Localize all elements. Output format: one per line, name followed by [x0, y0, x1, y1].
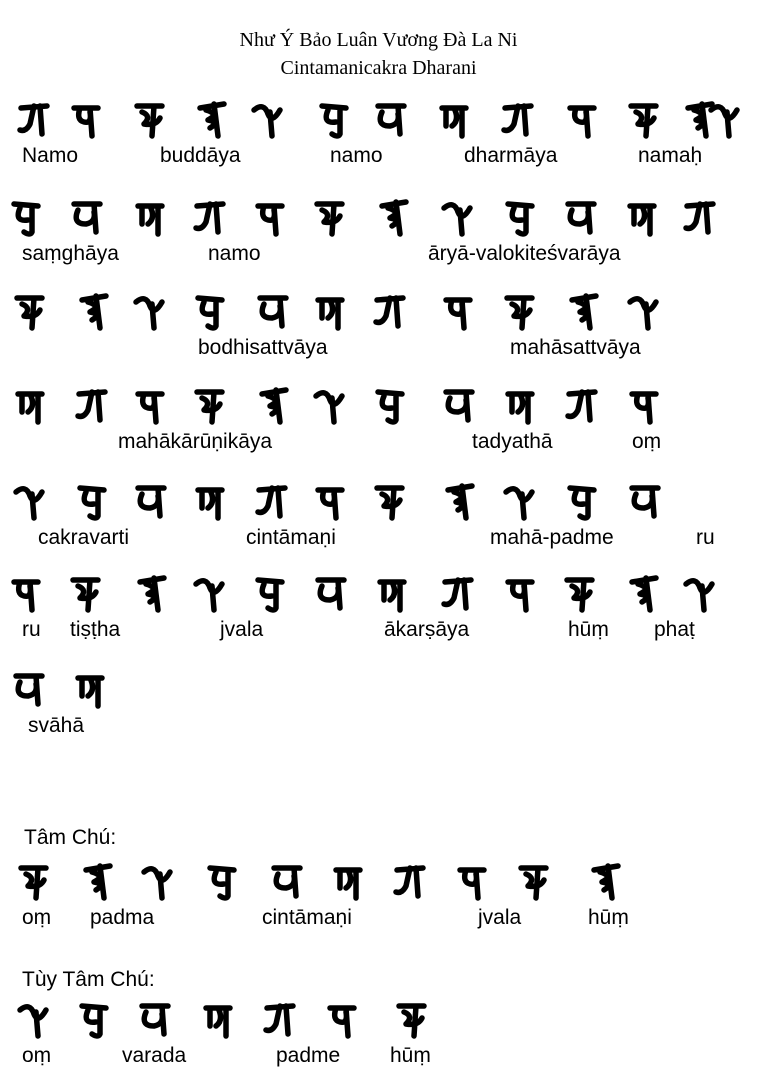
romanized-word: padma [90, 906, 155, 929]
siddham-glyph [16, 858, 52, 902]
siddham-glyph [324, 996, 360, 1040]
siddham-glyph [76, 996, 112, 1040]
siddham-glyph [374, 194, 410, 238]
romanized-word: namo [330, 144, 383, 167]
siddham-glyph [564, 96, 600, 140]
siddham-glyph [140, 858, 176, 902]
romanized-word: jvala [220, 618, 264, 641]
siddham-glyph [192, 570, 228, 614]
siddham-glyph [502, 570, 538, 614]
siddham-glyph [136, 996, 172, 1040]
siddham-glyph [8, 570, 44, 614]
siddham-glyph [74, 288, 110, 332]
siddham-glyph [440, 382, 476, 426]
siddham-glyph [252, 194, 288, 238]
romanized-word: tiṣṭha [70, 618, 121, 641]
siddham-glyph [394, 996, 430, 1040]
siddham-glyph [626, 288, 662, 332]
siddham-glyph [68, 194, 104, 238]
siddham-glyph [68, 96, 104, 140]
romanized-word: hūṃ [568, 618, 609, 641]
romanized-word: svāhā [28, 714, 85, 737]
siddham-glyph [192, 288, 228, 332]
siddham-glyph [312, 478, 348, 522]
siddham-glyph [562, 194, 598, 238]
siddham-glyph [440, 288, 476, 332]
siddham-glyph [132, 96, 168, 140]
siddham-glyph [392, 858, 428, 902]
siddham-glyph [192, 478, 228, 522]
siddham-glyph [372, 382, 408, 426]
romanized-word: phaṭ [654, 618, 695, 641]
siddham-glyph [132, 194, 168, 238]
siddham-glyph [250, 96, 286, 140]
romanized-word: ru [696, 526, 715, 549]
siddham-glyph [440, 570, 476, 614]
siddham-glyph [624, 194, 660, 238]
siddham-glyph [68, 570, 104, 614]
siddham-glyph [502, 288, 538, 332]
siddham-glyph [440, 478, 476, 522]
siddham-glyph [372, 478, 408, 522]
siddham-glyph [10, 666, 46, 710]
siddham-glyph [268, 858, 304, 902]
romanized-word: cintāmaṇi [246, 526, 336, 549]
siddham-glyph [16, 996, 52, 1040]
romanized-word: oṃ [22, 1044, 52, 1067]
siddham-glyph [312, 194, 348, 238]
siddham-glyph [192, 194, 228, 238]
romanized-word: namaḥ [638, 144, 703, 167]
romanized-word: mahāsattvāya [510, 336, 641, 359]
siddham-glyph [502, 194, 538, 238]
siddham-glyph [132, 382, 168, 426]
romanized-word: saṃghāya [22, 242, 119, 265]
siddham-glyph [204, 858, 240, 902]
siddham-glyph [682, 570, 718, 614]
siddham-glyph [516, 858, 552, 902]
siddham-glyph [626, 382, 662, 426]
siddham-glyph [454, 858, 490, 902]
siddham-glyph [312, 288, 348, 332]
siddham-glyph [312, 570, 348, 614]
romanized-word: ākarṣāya [384, 618, 470, 641]
romanized-word: bodhisattvāya [198, 336, 328, 359]
siddham-glyph [502, 478, 538, 522]
siddham-glyph [72, 666, 108, 710]
siddham-glyph [330, 858, 366, 902]
romanized-word: oṃ [632, 430, 662, 453]
siddham-glyph [562, 570, 598, 614]
siddham-glyph [564, 288, 600, 332]
romanized-word: mahā-padme [490, 526, 614, 549]
romanized-word: hūṃ [390, 1044, 431, 1067]
siddham-glyph [312, 382, 348, 426]
siddham-glyph [316, 96, 352, 140]
title-sanskrit: Cintamanicakra Dharani [280, 57, 477, 79]
siddham-glyph [374, 570, 410, 614]
siddham-glyph [564, 478, 600, 522]
romanized-word: jvala [478, 906, 522, 929]
siddham-glyph [74, 478, 110, 522]
romanized-word: dharmāya [464, 144, 558, 167]
siddham-glyph [192, 382, 228, 426]
romanized-word: padme [276, 1044, 341, 1067]
siddham-glyph [436, 96, 472, 140]
romanized-word: Namo [22, 144, 79, 167]
siddham-glyph [707, 96, 743, 140]
siddham-glyph [586, 858, 622, 902]
siddham-glyph [12, 288, 48, 332]
romanized-word: tadyathā [472, 430, 553, 453]
siddham-glyph [132, 288, 168, 332]
title-vietnamese: Như Ý Bảo Luân Vương Đà La Ni [239, 29, 518, 51]
siddham-glyph [132, 570, 168, 614]
siddham-glyph [254, 478, 290, 522]
siddham-glyph [16, 96, 52, 140]
siddham-glyph [78, 858, 114, 902]
siddham-glyph [8, 194, 44, 238]
siddham-glyph [192, 96, 228, 140]
romanized-word: hūṃ [588, 906, 629, 929]
romanized-word: ru [22, 618, 41, 641]
romanized-word: oṃ [22, 906, 52, 929]
siddham-glyph [626, 478, 662, 522]
siddham-glyph [74, 382, 110, 426]
romanized-word: mahākārūṇikāya [118, 430, 273, 453]
siddham-glyph [262, 996, 298, 1040]
siddham-glyph [12, 478, 48, 522]
siddham-glyph [502, 382, 538, 426]
siddham-glyph [132, 478, 168, 522]
siddham-glyph [254, 288, 290, 332]
siddham-glyph [564, 382, 600, 426]
siddham-glyph [12, 382, 48, 426]
tam-chu-heading: Tâm Chú: [24, 826, 117, 849]
siddham-glyph [252, 570, 288, 614]
siddham-glyph [440, 194, 476, 238]
siddham-glyph [200, 996, 236, 1040]
romanized-word: cintāmaṇi [262, 906, 352, 929]
siddham-glyph [372, 96, 408, 140]
siddham-glyph [682, 194, 718, 238]
romanized-word: āryā-valokiteśvarāya [428, 242, 621, 265]
tuy-tam-chu-heading: Tùy Tâm Chú: [22, 968, 155, 991]
siddham-glyph [254, 382, 290, 426]
siddham-glyph [626, 96, 662, 140]
siddham-glyph [500, 96, 536, 140]
romanized-word: cakravarti [38, 526, 130, 549]
romanized-word: namo [208, 242, 261, 265]
romanized-word: varada [122, 1044, 187, 1067]
siddham-glyph [372, 288, 408, 332]
siddham-glyph [624, 570, 660, 614]
romanized-word: buddāya [160, 144, 241, 167]
